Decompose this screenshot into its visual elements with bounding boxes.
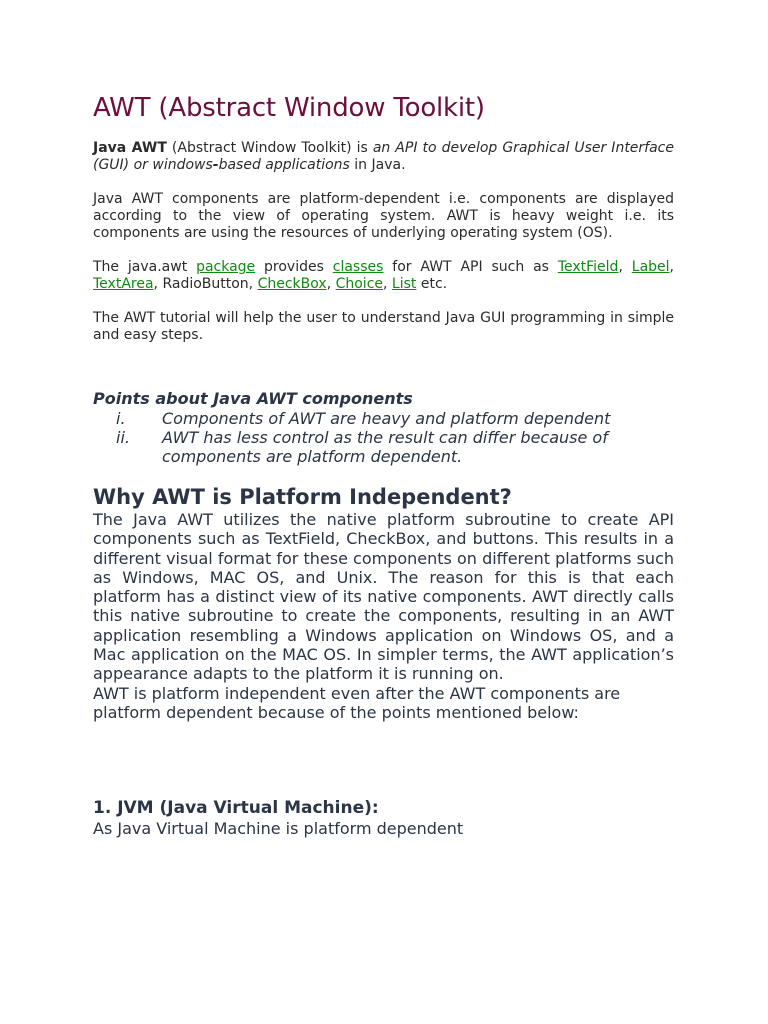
list-item-number: ii. — [116, 428, 130, 447]
list-item-text: Components of AWT are heavy and platform dependent — [162, 409, 611, 428]
why-body: The Java AWT utilizes the native platform subroutine to create API components such as TextField, CheckBox, and buttons. This results in a different visual format for these components on different platforms such as Windows, MAC OS, and Unix. The reason for this is that each platform has a distinct view of its native components. AWT directly calls this native subroutine to create the components, resulting in an AWT application resembling a Windows application on Windows OS, and a Mac application on the MAC OS. In simpler terms, the AWT application’s appearance adapts to the platform it is running on. — [93, 510, 674, 684]
separator: , — [669, 259, 674, 275]
intro-italic: an API to develop Graphical User Interface (GUI) or windows — [93, 140, 674, 173]
intro-dash: - — [212, 157, 219, 173]
list-item — [93, 409, 674, 428]
choice-link[interactable]: Choice — [335, 276, 384, 292]
intro-paragraph — [93, 140, 674, 174]
points-heading: Points about Java AWT components — [93, 389, 413, 408]
page-title: AWT (Abstract Window Toolkit) — [93, 93, 485, 123]
intro-text: (Abstract Window Toolkit) is — [166, 140, 373, 156]
textfield-link[interactable]: TextField — [557, 259, 619, 275]
separator: , — [618, 259, 632, 275]
list-item-number: i. — [116, 409, 126, 428]
package-text-5: etc. — [416, 276, 448, 292]
intro-italic-2: based applications — [218, 157, 350, 173]
label-link[interactable]: Label — [631, 259, 670, 275]
why-heading: Why AWT is Platform Independent? — [93, 485, 512, 509]
checkbox-link[interactable]: CheckBox — [257, 276, 327, 292]
package-text-3: for AWT API such as — [383, 259, 558, 275]
separator: , — [326, 276, 336, 292]
package-paragraph — [93, 259, 674, 293]
why-body-2: AWT is platform independent even after the AWT components are platform dependent because of the points mentioned below: — [93, 683, 621, 722]
textarea-link[interactable]: TextArea — [93, 276, 154, 292]
list-item — [93, 428, 674, 466]
separator: , — [383, 276, 392, 292]
intro-bold: Java AWT — [93, 140, 167, 156]
list-link[interactable]: List — [391, 276, 417, 292]
components-paragraph: Java AWT components are platform-dependent i.e. components are displayed according to the view of operating system. AWT is heavy weight i.e. its components are using the resources of underlying operating system (OS). — [93, 191, 674, 241]
document-page — [93, 92, 674, 838]
classes-link[interactable]: classes — [332, 259, 384, 275]
package-text-4: , RadioButton, — [153, 276, 258, 292]
list-item-text: AWT has less control as the result can differ because of components are platform dependent. — [162, 428, 608, 466]
points-list — [93, 409, 674, 466]
jvm-heading: 1. JVM (Java Virtual Machine): — [93, 798, 379, 819]
package-text-1: The java.awt — [93, 259, 197, 275]
intro-text-2: in Java. — [349, 157, 406, 173]
tutorial-paragraph: The AWT tutorial will help the user to understand Java GUI programming in simple and easy steps. — [93, 310, 674, 343]
package-text-2: provides — [255, 259, 333, 275]
jvm-body: As Java Virtual Machine is platform dependent — [93, 819, 464, 839]
package-link[interactable]: package — [196, 259, 256, 275]
